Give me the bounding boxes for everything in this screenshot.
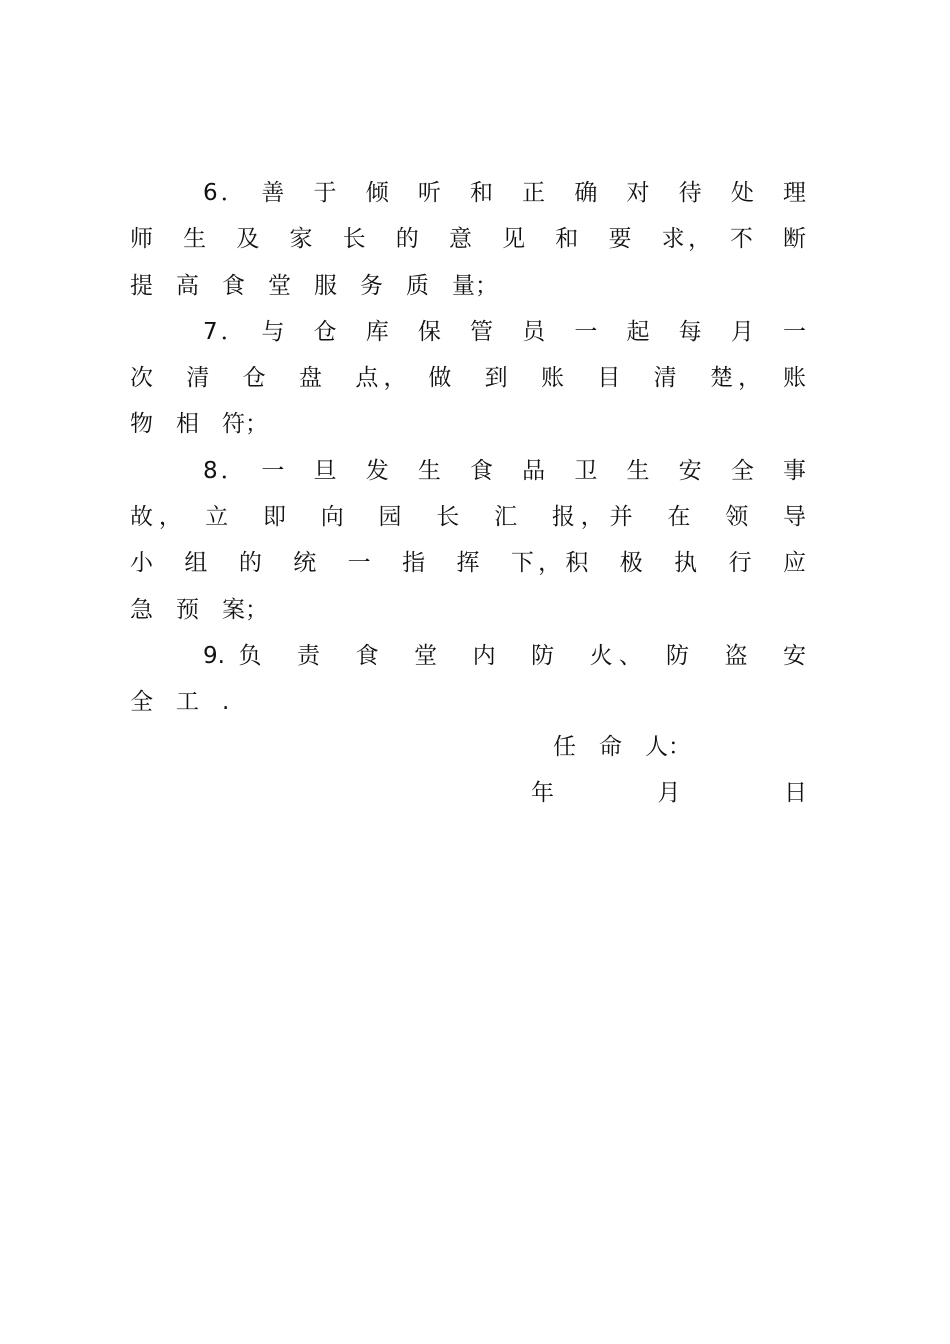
- month-label: 月: [657, 780, 681, 806]
- appointer-label: 任 命 人：: [553, 734, 691, 760]
- item-7: [130, 309, 806, 448]
- item-6-line-1: 6． 善 于 倾 听 和 正 确 对 待 处 理: [203, 180, 806, 206]
- item-6-line-3: 提 高 食 堂 服 务 质 量；: [130, 272, 498, 299]
- item-9: [130, 633, 806, 726]
- item-8-line-2: 故， 立 即 向 园 长 汇 报，并 在 领 导: [130, 504, 806, 531]
- item-7-line-2: 次 清 仓 盘 点， 做 到 账 目 清 楚， 账: [130, 365, 806, 392]
- year-label: 年: [531, 780, 554, 806]
- item-6-line-2: 师 生 及 家 长 的 意 见 和 要 求， 不 断: [130, 226, 806, 253]
- item-7-line-3: 物 相 符；: [130, 411, 268, 438]
- item-8-line-4: 急 预 案；: [130, 596, 268, 623]
- item-8-line-1: 8． 一 旦 发 生 食 品 卫 生 安 全 事: [203, 457, 806, 484]
- document-body: [130, 170, 806, 726]
- item-6: [130, 170, 806, 309]
- item-8-line-3: 小 组 的 统 一 指 挥 下，积 极 执 行 应: [130, 550, 806, 577]
- item-7-line-1: 7． 与 仓 库 保 管 员 一 起 每 月 一: [203, 318, 806, 345]
- item-9-line-1: 9. 负 责 食 堂 内 防 火、 防 盗 安: [203, 642, 806, 669]
- day-label: 日: [784, 780, 807, 806]
- item-9-line-2: 全 工 .: [130, 689, 230, 716]
- item-8: [130, 448, 806, 633]
- signature-date: [531, 770, 807, 816]
- appointer-signature: [553, 724, 718, 770]
